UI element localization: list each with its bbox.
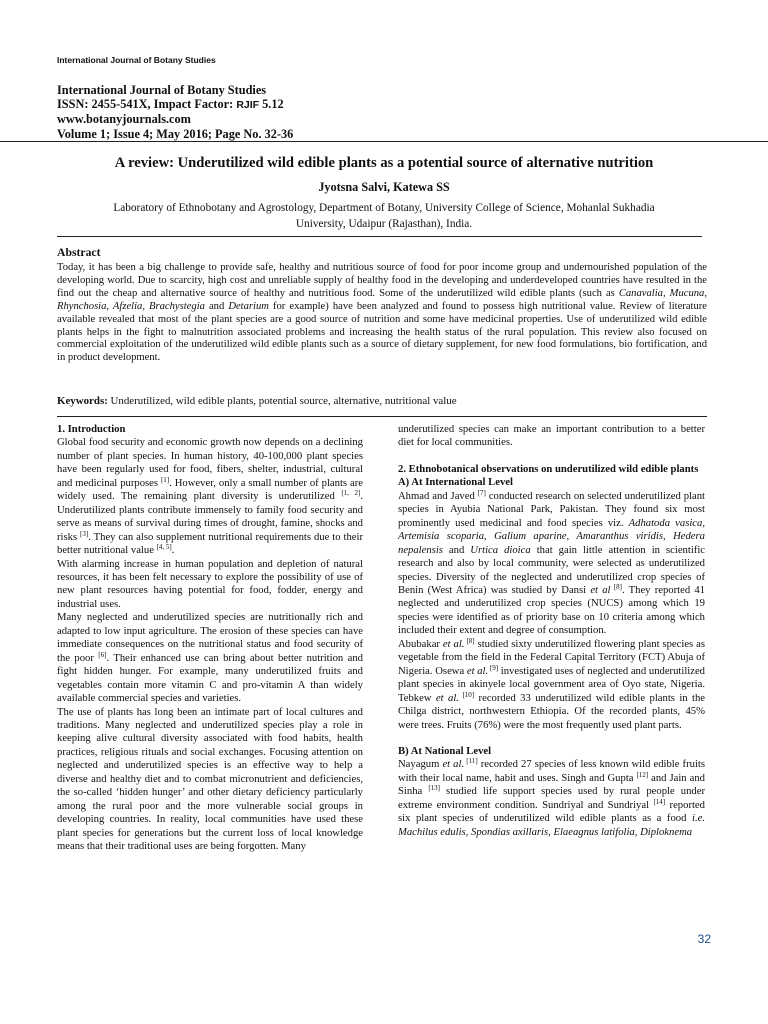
subsection-heading: A) At International Level — [398, 477, 513, 489]
journal-volume: Volume 1; Issue 4; May 2016; Page No. 32-36 — [57, 126, 294, 141]
abstract-heading: Abstract — [57, 246, 101, 259]
paragraph: With alarming increase in human population and depletion of natural resources, it has been felt necessary to explore the possibility of use of new plant resources having potential for food, fodder, energy and industrial uses. — [57, 558, 363, 610]
section-heading: 1. Introduction — [57, 424, 126, 435]
paragraph: Many neglected and underutilized species are nutritionally rich and adapted to low input agriculture. The erosion of these species can have immediate consequences on the nutritional status and food security of the poor [6]. Their enhanced use can bring about better nutrition and fight hidden hunger. For example, many underutilized fruits and vegetables contain more vitamin C and pro-vitamin A than widely available commercial species and varieties. — [57, 612, 363, 705]
keywords: Keywords: Underutilized, wild edible plants, potential source, alternative, nutritional value — [57, 395, 457, 407]
abstract-divider — [57, 416, 707, 417]
header-divider — [0, 141, 768, 142]
paragraph: Ahmad and Javed [7] conducted research on selected underutilized plant species in Ayubia National Park, Pakistan. They found six most prominently used medicinal and food species viz. Adhatoda vasica, Artemisia scoparia, Galium aparine, Amaranthus viridis, Hedera nepalensis and Urtica dioica that gain little attention in scientific research and also by local community, were selected as underutilized species. Diversity of the neglected and underutilized crop species of Benin (West Africa) was studied by Dansi et al [8]. They reported 41 neglected and underutilized crop species (NUCS) among which 19 species were identified as of priority base on 10 criteria among which included their extent and degree of consumption. — [398, 488, 705, 637]
paper-authors: Jyotsna Salvi, Katewa SS — [318, 180, 450, 194]
subsection-heading: B) At National Level — [398, 745, 492, 757]
journal-name: International Journal of Botany Studies — [57, 83, 267, 97]
paper-title: A review: Underutilized wild edible plants as a potential source of alternative nutrition — [114, 155, 654, 171]
title-divider — [57, 236, 702, 237]
running-head: International Journal of Botany Studies — [57, 55, 216, 65]
paragraph: The use of plants has long been an intimate part of local cultures and traditions. Many neglected and underutilized species play a role in keeping alive cultural diversity associated with food habits, health practices, religious rituals and social exchanges. Focusing attention on neglected and underutilized species is an effective way to help a diverse and healthy diet and to combat micronutrient and deficiencies, the so-called ‘hidden hunger’ and other dietary deficiency particularly among the rural poor and the more vulnerable social groups in developing countries. In reality, local communities have used these plant species for generations but the current loss of local knowledge means that their traditional uses are being forgotten. Many — [57, 706, 363, 853]
journal-info — [57, 83, 293, 141]
paragraph: Nayagum et al. [11] recorded 27 species of less known wild edible fruits with their local name, habit and uses. Singh and Gupta [12] and Jain and Sinha [13] studied life support species used by rural people under extreme environment condition. Sundriyal and Sundriyal [14] reported six plant species of underutilized wild edible plants as a food i.e. Machilus edulis, Spondias axillaris, Elaeagnus latifolia, Diploknema — [398, 757, 706, 838]
page-number: 32 — [697, 932, 711, 946]
left-column — [57, 423, 363, 854]
paragraph: Abubakar et al. [8] studied sixty underutilized flowering plant species as vegetable from the field in the Federal Capital Territory (FCT) Abuja of Nigeria. Osewa et al. [9] investigated uses of neglected and underutilized plant species in akinyele local government area of Oyo state, Nigeria. Tebkew et al. [10] recorded 33 underutilized wild edible plants in the Chilga district, northwestern Ethiopia. Of the recorded plants, 45% were trees. Fruits (76%) were the most frequently used plant parts. — [398, 636, 706, 731]
abstract-text: Today, it has been a big challenge to provide safe, healthy and nutritious source of food for poor income group and undernourished population of the developing world. Due to scarcity, high cost and unreliable supply of healthy food in the developing and underdeveloped countries have resulted in the find out the cheap and alternative source of healthy and nutritious food. Some of the underutilized wild edible plants (such as Canavalia, Mucuna, Rhynchosia, Afzelia, Brachystegia and Detarium for example) have been analyzed and found to possess high nutritional value. Review of literature available revealed that most of the plant species are a good source of nutrition and some have medicinal properties. Use of underutilized wild edible plants helps in the fight to malnutrition associated problems and increasing the health status of the rural population. This review also focused on commercial exploitation of the underutilized wild edible plants such as a source of dietary supplement, for new food formulations, bio fortification, and in product development. — [57, 262, 707, 364]
journal-issn: ISSN: 2455-541X, Impact Factor: RJIF 5.12 — [57, 97, 284, 112]
paragraph: underutilized species can make an important contribution to a better diet for local communities. — [398, 424, 705, 449]
journal-website: www.botanyjournals.com — [57, 112, 191, 127]
right-column — [398, 423, 705, 839]
section-heading: 2. Ethnobotanical observations on underutilized wild edible plants — [398, 463, 699, 475]
paragraph: Global food security and economic growth now depends on a declining number of plant species. In human history, 40-100,000 plant species have been regularly used for food, fibers, shelter, industrial, cultural and medicinal purposes [1]. However, only a small number of plants are widely used. The remaining plant diversity is underutilized [1, 2]. Underutilized plants contribute immensely to family food security and serve as means of survival during times of drought, famine, shocks and risks [3]. They can also supplement nutritional requirements due to their better nutritional value [4, 5]. — [57, 437, 363, 557]
affiliation: Laboratory of Ethnobotany and Agrostology, Department of Botany, University College of Science, Mohanlal Sukhadia University, Udaipur (Rajasthan), India. — [113, 202, 655, 230]
